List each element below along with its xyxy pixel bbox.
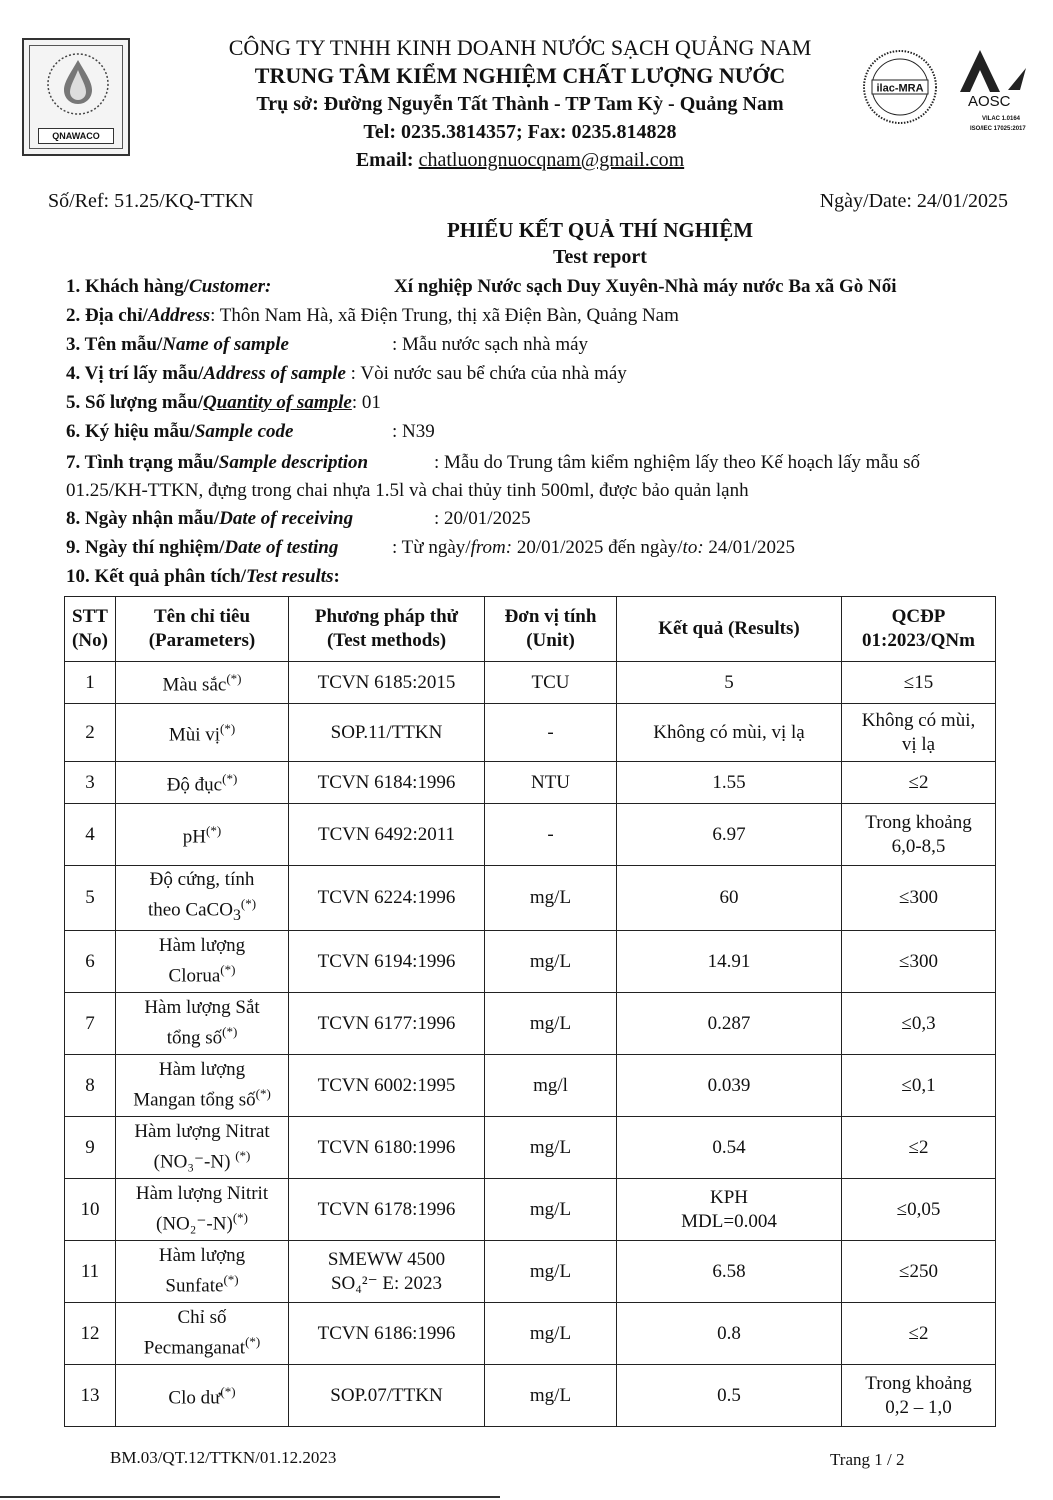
cell-parameter-line: (NO₂⁻-N) (156, 1213, 233, 1235)
customer-label-en: Customer: (189, 276, 272, 297)
form-code: BM.03/QT.12/TTKN/01.12.2023 (110, 1448, 337, 1467)
receiving-value: : 20/01/2025 (434, 508, 531, 529)
cell-qc-line: ≤300 (899, 950, 938, 972)
cell-unit: mg/L (485, 1117, 617, 1179)
cell-no: 3 (65, 762, 116, 804)
sample-name-label: 3. Tên mẫu/ (66, 334, 163, 355)
info-customer (66, 276, 897, 298)
header-method-en: (Test methods) (326, 630, 447, 651)
code-label: 6. Ký hiệu mẫu/ (66, 421, 195, 442)
cell-method-line: TCVN 6224:1996 (317, 887, 456, 909)
cell-method (289, 1365, 485, 1427)
iso-text: ISO/IEC 17025:2017 (970, 126, 1026, 132)
cell-unit: mg/L (485, 866, 617, 931)
description-value-line2: 01.25/KH-TTKN, đựng trong chai nhựa 1.5l và chai thủy tinh 500ml, được bảo quản lạnh (66, 480, 749, 501)
cell-qc (842, 1303, 996, 1365)
cell-qc (842, 1365, 996, 1427)
header-param-vi: Tên chỉ tiêu (153, 606, 251, 627)
sample-name-label-en: Name of sample (162, 334, 289, 355)
cell-parameter-line: Clo dư (168, 1387, 221, 1409)
cell-parameter-line: Độ đục (166, 774, 223, 796)
cell-unit: mg/L (485, 1365, 617, 1427)
info-testing-date (66, 537, 795, 559)
cell-qc-line: ≤2 (908, 771, 929, 793)
cell-unit: - (485, 704, 617, 762)
cell-parameter-line: pH (182, 826, 207, 848)
results-table-body (65, 662, 996, 1427)
water-drop-emblem-icon (30, 46, 126, 126)
table-row (65, 866, 996, 931)
cell-no: 4 (65, 804, 116, 866)
accredited-mark: (*) (226, 671, 242, 687)
accredited-mark: (*) (222, 1024, 238, 1040)
quantity-label-en: Quantity of sample (203, 392, 352, 413)
quantity-label: 5. Số lượng mẫu/ (66, 392, 204, 413)
testing-from-label: from: (470, 537, 513, 558)
cell-parameter (116, 804, 289, 866)
cell-unit: mg/L (485, 931, 617, 993)
cell-result (617, 1303, 842, 1365)
accredited-mark: (*) (240, 896, 257, 911)
cell-result-line: 0.039 (707, 1074, 751, 1096)
cell-no: 5 (65, 866, 116, 931)
report-title: PHIẾU KẾT QUẢ THÍ NGHIỆM (446, 218, 754, 242)
testing-to-prefix: 20/01/2025 đến ngày/ (512, 537, 683, 558)
cell-result-line: 6.58 (712, 1260, 746, 1282)
info-results (66, 566, 340, 588)
header-no-en: (No) (72, 630, 108, 651)
vilac-text: VILAC 1.0164 (982, 116, 1021, 122)
cell-method-line: SOP.07/TTKN (330, 1384, 443, 1406)
bottom-divider (0, 1496, 500, 1498)
center-name: TRUNG TÂM KIỂM NGHIỆM CHẤT LƯỢNG NƯỚC (254, 63, 786, 88)
info-description (66, 452, 921, 474)
header-no (65, 597, 116, 662)
info-description-cont (66, 480, 749, 502)
cell-parameter-line: Hàm lượng (158, 1245, 246, 1267)
accredited-mark: (*) (255, 1086, 271, 1102)
cell-result (617, 931, 842, 993)
cell-result-line: KPH (709, 1186, 748, 1208)
cell-parameter (116, 993, 289, 1055)
table-row (65, 1365, 996, 1427)
cell-qc (842, 866, 996, 931)
cell-qc-line: Không có mùi, (861, 709, 976, 731)
cell-qc-line: ≤0,3 (901, 1012, 936, 1034)
cell-method (289, 866, 485, 931)
cell-method-line: TCVN 6177:1996 (317, 1012, 456, 1034)
accredited-mark: (*) (220, 962, 236, 978)
cell-qc (842, 704, 996, 762)
cell-qc-line: ≤0,1 (901, 1074, 936, 1096)
header-param-en: (Parameters) (148, 630, 256, 651)
cell-qc (842, 662, 996, 704)
company-logo (22, 38, 130, 156)
info-receiving-date (66, 508, 531, 530)
info-sample-location (66, 363, 627, 385)
cell-parameter-line: Sunfate (165, 1275, 224, 1297)
cell-qc (842, 762, 996, 804)
table-header-row (65, 597, 996, 662)
table-row (65, 1055, 996, 1117)
accredited-mark: (*) (220, 721, 236, 737)
logo-brand-text: QNAWACO (38, 128, 114, 144)
cell-qc (842, 1179, 996, 1241)
testing-label: 9. Ngày thí nghiệm/ (66, 537, 225, 558)
cell-result-line: 60 (719, 887, 739, 909)
cell-unit: mg/L (485, 1179, 617, 1241)
cell-no: 12 (65, 1303, 116, 1365)
cell-method (289, 1055, 485, 1117)
letterhead (170, 34, 870, 174)
cell-parameter-line: (NO₃⁻-N) (153, 1151, 236, 1173)
cell-parameter-line: Hàm lượng (158, 935, 246, 957)
company-name: CÔNG TY TNHH KINH DOANH NƯỚC SẠCH QUẢNG NAM (228, 35, 812, 60)
testing-label-en: Date of testing (224, 537, 339, 558)
cell-result (617, 804, 842, 866)
address-value: : Thôn Nam Hà, xã Điện Trung, thị xã Điện Bàn, Quảng Nam (210, 305, 679, 326)
cell-parameter (116, 1303, 289, 1365)
report-date: Ngày/Date: 24/01/2025 (819, 190, 1008, 212)
cell-no: 1 (65, 662, 116, 704)
header-unit-vi: Đơn vị tính (504, 606, 597, 627)
aosc-text: AOSC (968, 93, 1011, 110)
reference-number: Số/Ref: 51.25/KQ-TTKN (48, 190, 254, 212)
cell-qc-line: ≤250 (899, 1260, 938, 1282)
cell-parameter (116, 1241, 289, 1303)
results-label: 10. Kết quả phân tích/ (66, 566, 247, 587)
cell-result-line: 6.97 (712, 823, 746, 845)
cell-unit: mg/L (485, 1241, 617, 1303)
cell-no: 2 (65, 704, 116, 762)
table-row (65, 762, 996, 804)
cell-method-line: SMEWW 4500 (327, 1248, 446, 1270)
cell-qc (842, 931, 996, 993)
accredited-mark: (*) (245, 1334, 261, 1350)
cell-result (617, 1179, 842, 1241)
header-qc-line2: 01:2023/QNm (862, 630, 975, 651)
quantity-value: : 01 (351, 392, 381, 413)
cell-parameter-line: tổng số (166, 1027, 223, 1049)
cell-qc (842, 1055, 996, 1117)
info-quantity (66, 392, 381, 414)
cell-parameter (116, 1365, 289, 1427)
cell-parameter-line: theo CaCO (147, 899, 233, 921)
ilac-mra-text: ilac-MRA (876, 82, 924, 95)
info-sample-code (66, 421, 435, 443)
page-number: Trang 1 / 2 (830, 1450, 905, 1469)
cell-method (289, 704, 485, 762)
accredited-mark: (*) (220, 1384, 236, 1400)
cell-qc-line: vị lạ (901, 733, 936, 755)
cell-qc-line: Trong khoảng (865, 811, 972, 833)
cell-parameter-line: Màu sắc (162, 674, 227, 696)
ilac-mra-logo-icon (864, 51, 936, 123)
testing-to-date: 24/01/2025 (703, 537, 795, 558)
cell-method-line: SO₄²⁻ E: 2023 (330, 1272, 443, 1294)
results-table (64, 596, 996, 1427)
header-method-vi: Phương pháp thử (314, 606, 459, 627)
cell-method (289, 1241, 485, 1303)
customer-value: Xí nghiệp Nước sạch Duy Xuyên-Nhà máy nước Ba xã Gò Nổi (394, 276, 897, 297)
cell-parameter (116, 662, 289, 704)
cell-method (289, 762, 485, 804)
table-row (65, 1303, 996, 1365)
cell-result (617, 1241, 842, 1303)
cell-no: 8 (65, 1055, 116, 1117)
location-label: 4. Vị trí lấy mẫu/ (66, 363, 204, 384)
receiving-label-en: Date of receiving (219, 508, 354, 529)
cell-method (289, 993, 485, 1055)
cell-qc (842, 804, 996, 866)
cell-parameter-line: Hàm lượng Sắt (144, 997, 260, 1019)
cell-qc-line: ≤2 (908, 1136, 929, 1158)
phone-fax: Tel: 0235.3814357; Fax: 0235.814828 (363, 121, 677, 143)
cell-qc-line: 0,2 – 1,0 (885, 1396, 952, 1418)
cell-parameter (116, 762, 289, 804)
cell-parameter-line: Độ cứng, tính (149, 869, 255, 890)
results-label-en: Test results (246, 566, 334, 587)
cell-method (289, 662, 485, 704)
cell-qc-line: ≤2 (908, 1322, 929, 1344)
cell-method (289, 931, 485, 993)
cell-result-line: 14.91 (707, 950, 751, 972)
info-sample-name (66, 334, 589, 356)
accredited-mark: (*) (222, 771, 238, 787)
cell-no: 11 (65, 1241, 116, 1303)
cell-result (617, 993, 842, 1055)
cell-unit: mg/l (485, 1055, 617, 1117)
formula-subscript: 3 (232, 907, 241, 925)
header-method (289, 597, 485, 662)
cell-method (289, 1117, 485, 1179)
location-value: : Vòi nước sau bể chứa của nhà máy (350, 363, 627, 384)
cell-parameter (116, 1179, 289, 1241)
header-unit-en: (Unit) (526, 630, 575, 651)
location-label-en: Address of sample (203, 363, 346, 384)
results-colon: : (333, 566, 340, 587)
address-label-en: Address (147, 305, 211, 326)
cell-result-line: 5 (724, 671, 734, 693)
cell-no: 6 (65, 931, 116, 993)
office-address: Trụ sở: Đường Nguyễn Tất Thành - TP Tam Kỳ - Quảng Nam (256, 93, 784, 115)
cell-no: 9 (65, 1117, 116, 1179)
table-row (65, 1117, 996, 1179)
code-value: : N39 (392, 421, 435, 442)
testing-from-prefix: : Từ ngày/ (392, 537, 471, 558)
cell-method-line: TCVN 6002:1995 (317, 1074, 456, 1096)
header-parameter (116, 597, 289, 662)
table-row (65, 931, 996, 993)
table-row (65, 1241, 996, 1303)
cell-result-line: 0.54 (712, 1136, 746, 1158)
table-row (65, 1179, 996, 1241)
accredited-mark: (*) (235, 1148, 251, 1164)
cell-parameter (116, 1117, 289, 1179)
report-subtitle: Test report (553, 246, 647, 268)
receiving-label: 8. Ngày nhận mẫu/ (66, 508, 220, 529)
cell-method (289, 804, 485, 866)
cell-parameter-line: Hàm lượng Nitrit (135, 1183, 269, 1205)
table-row (65, 662, 996, 704)
description-label-en: Sample description (218, 452, 369, 473)
cell-result (617, 662, 842, 704)
cell-unit: TCU (485, 662, 617, 704)
cell-no: 13 (65, 1365, 116, 1427)
cell-result-line: 1.55 (712, 771, 746, 793)
description-label: 7. Tình trạng mẫu/ (66, 452, 219, 473)
customer-label: 1. Khách hàng/ (66, 276, 190, 297)
code-label-en: Sample code (194, 421, 294, 442)
cell-qc (842, 1117, 996, 1179)
cell-result-line: 0.8 (717, 1322, 741, 1344)
cell-unit: mg/L (485, 993, 617, 1055)
cell-result (617, 762, 842, 804)
cell-method-line: TCVN 6184:1996 (317, 771, 456, 793)
cell-result (617, 1055, 842, 1117)
cell-result (617, 866, 842, 931)
cell-result (617, 1365, 842, 1427)
header-qc-line1: QCĐP (891, 606, 946, 627)
cell-parameter (116, 1055, 289, 1117)
table-row (65, 804, 996, 866)
cell-unit: NTU (485, 762, 617, 804)
cell-parameter-line: Hàm lượng Nitrat (134, 1121, 270, 1143)
cell-unit: - (485, 804, 617, 866)
email-line (170, 146, 870, 174)
cell-method-line: SOP.11/TTKN (330, 721, 443, 743)
accredited-mark: (*) (232, 1210, 248, 1226)
cell-no: 10 (65, 1179, 116, 1241)
cell-parameter-line: Hàm lượng (158, 1059, 246, 1081)
cell-qc (842, 993, 996, 1055)
cell-method-line: TCVN 6180:1996 (317, 1136, 456, 1158)
accreditation-logos (860, 42, 1040, 142)
cell-qc-line: Trong khoảng (865, 1372, 972, 1394)
header-unit (485, 597, 617, 662)
testing-to-label: to: (682, 537, 704, 558)
cell-parameter-line: Chỉ số (177, 1307, 227, 1329)
email-link[interactable]: chatluongnuocqnam@gmail.com (418, 149, 685, 171)
cell-parameter (116, 704, 289, 762)
cell-result-line: 0.287 (707, 1012, 751, 1034)
cell-method-line: TCVN 6185:2015 (317, 671, 456, 693)
cell-parameter-line: Mangan tổng số (133, 1089, 256, 1111)
info-address (66, 305, 679, 327)
cell-parameter-line: Clorua (168, 965, 221, 987)
header-result: Kết quả (Results) (617, 597, 842, 662)
table-row (65, 704, 996, 762)
cell-qc-line: ≤300 (899, 887, 938, 909)
cell-parameter (116, 931, 289, 993)
description-value-line1: : Mẫu do Trung tâm kiểm nghiệm lấy theo Kế hoạch lấy mẫu số (434, 452, 921, 473)
sample-name-value: : Mẫu nước sạch nhà máy (392, 334, 589, 355)
cell-qc-line: 6,0-8,5 (891, 835, 946, 857)
cell-method (289, 1179, 485, 1241)
cell-result (617, 1117, 842, 1179)
cell-qc-line: ≤0,05 (896, 1198, 941, 1220)
cell-method-line: TCVN 6178:1996 (317, 1198, 456, 1220)
cell-no: 7 (65, 993, 116, 1055)
cell-method-line: TCVN 6186:1996 (317, 1322, 456, 1344)
header-qc (842, 597, 996, 662)
cell-method-line: TCVN 6492:2011 (317, 823, 456, 845)
table-row (65, 993, 996, 1055)
cell-parameter (116, 866, 289, 931)
testing-value (392, 537, 795, 559)
email-label: Email: (355, 149, 414, 171)
header-no-vi: STT (72, 606, 108, 627)
cell-result (617, 704, 842, 762)
cell-parameter-line: Pecmanganat (143, 1337, 246, 1359)
cell-result-line: 0.5 (717, 1384, 741, 1406)
cell-result-line: MDL=0.004 (681, 1210, 777, 1232)
accredited-mark: (*) (206, 823, 222, 839)
cell-qc (842, 1241, 996, 1303)
cell-result-line: Không có mùi, vị lạ (653, 721, 805, 743)
cell-method-line: TCVN 6194:1996 (317, 950, 456, 972)
accredited-mark: (*) (223, 1272, 239, 1288)
cell-qc-line: ≤15 (903, 671, 934, 693)
cell-unit: mg/L (485, 1303, 617, 1365)
aosc-logo-icon (960, 50, 1026, 132)
cell-parameter-line: Mùi vị (168, 724, 221, 746)
cell-method (289, 1303, 485, 1365)
address-label: 2. Địa chỉ/ (66, 305, 148, 326)
